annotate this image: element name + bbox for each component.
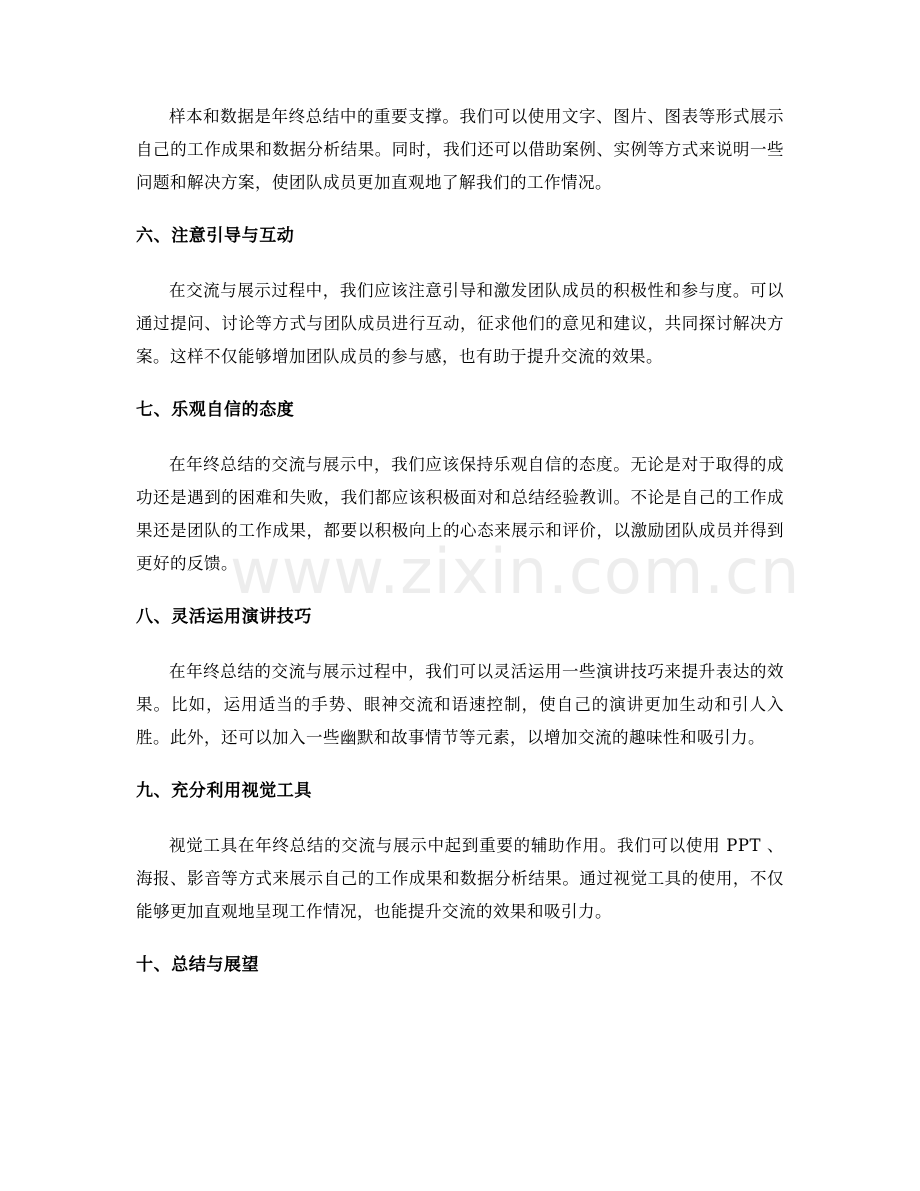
paragraph-section-9: 视觉工具在年终总结的交流与展示中起到重要的辅助作用。我们可以使用 PPT 、海报、影音等方式来展示自己的工作成果和数据分析结果。通过视觉工具的使用，不仅能够更加直观地呈现工作情况，也能提升交流的效果和吸引力。	[136, 836, 784, 921]
paragraph-samples-and-data: 样本和数据是年终总结中的重要支撑。我们可以使用文字、图片、图表等形式展示自己的工作成果和数据分析结果。同时，我们还可以借助案例、实例等方式来说明一些问题和解决方案，使团队成员更加直观地了解我们的工作情况。	[136, 107, 784, 192]
paragraph-section-7: 在年终总结的交流与展示中，我们应该保持乐观自信的态度。无论是对于取得的成功还是遇到的困难和失败，我们都应该积极面对和总结经验教训。不论是自己的工作成果还是团队的工作成果，都要以积极向上的心态来展示和评价，以激励团队成员并得到更好的反馈。	[136, 455, 784, 573]
watermark: www.zixin.com.cn	[230, 535, 801, 608]
heading-section-7: 七、乐观自信的态度	[136, 400, 295, 420]
heading-section-9: 九、充分利用视觉工具	[136, 781, 312, 801]
document-body	[136, 100, 801, 977]
heading-section-10: 十、总结与展望	[136, 955, 260, 975]
paragraph-section-6: 在交流与展示过程中，我们应该注意引导和激发团队成员的积极性和参与度。可以通过提问、讨论等方式与团队成员进行互动，征求他们的意见和建议，共同探讨解决方案。这样不仅能够增加团队成员的参与感，也有助于提升交流的效果。	[136, 281, 784, 366]
paragraph-section-8: 在年终总结的交流与展示过程中，我们可以灵活运用一些演讲技巧来提升表达的效果。比如，运用适当的手势、眼神交流和语速控制，使自己的演讲更加生动和引人入胜。此外，还可以加入一些幽默和故事情节等元素，以增加交流的趣味性和吸引力。	[136, 662, 784, 747]
heading-section-6: 六、注意引导与互动	[136, 226, 295, 246]
heading-section-8: 八、灵活运用演讲技巧	[136, 607, 312, 627]
